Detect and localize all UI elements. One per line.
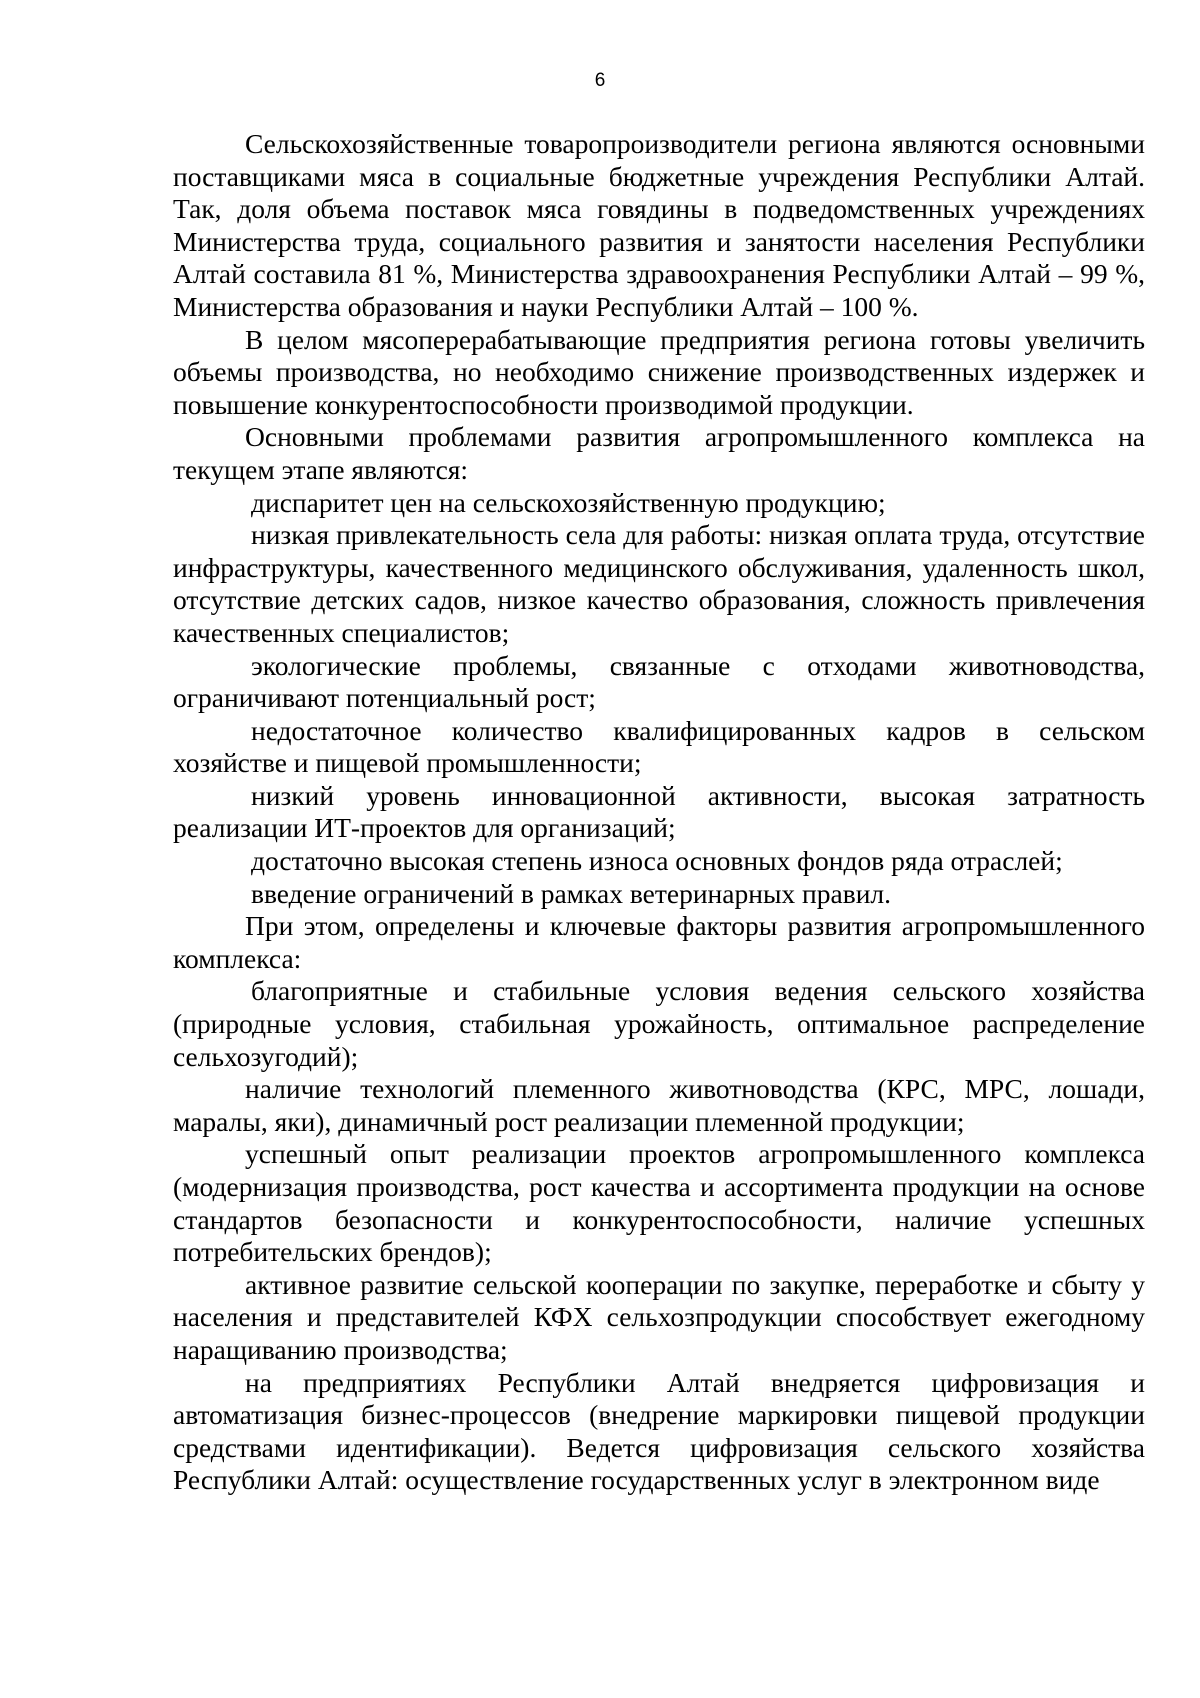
paragraph-meat-processing: В целом мясоперерабатывающие предприятия региона готовы увеличить объемы производства, но необходимо снижение производственных издержек и повышение конкурентоспособности производимой продукции. bbox=[173, 323, 1145, 420]
list-item-fixed-assets-wear: достаточно высокая степень износа основных фондов ряда отраслей; bbox=[251, 845, 1063, 877]
page-number: 6 bbox=[594, 70, 606, 91]
list-item-innovation-activity: низкий уровень инновационной активности, высокая затратность реализации ИТ-проектов для организаций; bbox=[173, 779, 1145, 844]
list-item-price-disparity: диспаритет цен на сельскохозяйственную продукцию; bbox=[251, 486, 886, 518]
list-item-successful-projects: успешный опыт реализации проектов агропромышленного комплекса (модернизация производства, рост качества и ассортимента продукции на основе стандартов безопасности и конкурентоспособности, наличие успешных потребительских брендов); bbox=[173, 1138, 1145, 1268]
document-body bbox=[173, 128, 1145, 1497]
list-item-village-attractiveness: низкая привлекательность села для работы: низкая оплата труда, отсутствие инфраструктуры, качественного медицинского обслуживания, удаленность школ, отсутствие детских садов, низкое качество образования, сложность привлечения качественных специалистов; bbox=[173, 519, 1145, 648]
list-item-breeding-technologies: наличие технологий племенного животноводства (КРС, МРС, лошади, маралы, яки), динамичный рост реализации племенной продукции; bbox=[173, 1073, 1145, 1137]
list-item-favorable-conditions: благоприятные и стабильные условия ведения сельского хозяйства (природные условия, стабильная урожайность, оптимальное распределение сельхозугодий); bbox=[173, 975, 1145, 1072]
list-item-digitalization: на предприятиях Республики Алтай внедряется цифровизация и автоматизация бизнес-процессов (внедрение маркировки пищевой продукции средствами идентификации). Ведется цифровизация сельского хозяйства Республики Алтай: осуществление государственных услуг в электронном виде bbox=[173, 1366, 1145, 1496]
paragraph-meat-suppliers: Сельскохозяйственные товаропроизводители региона являются основными поставщиками мяса в социальные бюджетные учреждения Республики Алтай. Так, доля объема поставок мяса говядины в подведомственных учреждениях Министерства труда, социального развития и занятости населения Республики Алтай составила 81 %, Министерства здравоохранения Республики Алтай – 99 %, Министерства образования и науки Республики Алтай – 100 %. bbox=[173, 128, 1145, 322]
list-item-rural-cooperation: активное развитие сельской кооперации по закупке, переработке и сбыту у населения и представителей КФХ сельхозпродукции способствует ежегодному наращиванию производства; bbox=[173, 1268, 1145, 1365]
list-item-veterinary-restrictions: введение ограничений в рамках ветеринарных правил. bbox=[251, 877, 892, 909]
paragraph-key-factors-intro: При этом, определены и ключевые факторы развития агропромышленного комплекса: bbox=[173, 910, 1145, 974]
list-item-ecological-problems: экологические проблемы, связанные с отходами животноводства, ограничивают потенциальный рост; bbox=[173, 649, 1145, 714]
paragraph-problems-intro: Основными проблемами развития агропромышленного комплекса на текущем этапе являются: bbox=[173, 421, 1145, 485]
list-item-staff-shortage: недостаточное количество квалифицированных кадров в сельском хозяйстве и пищевой промышленности; bbox=[173, 714, 1145, 779]
